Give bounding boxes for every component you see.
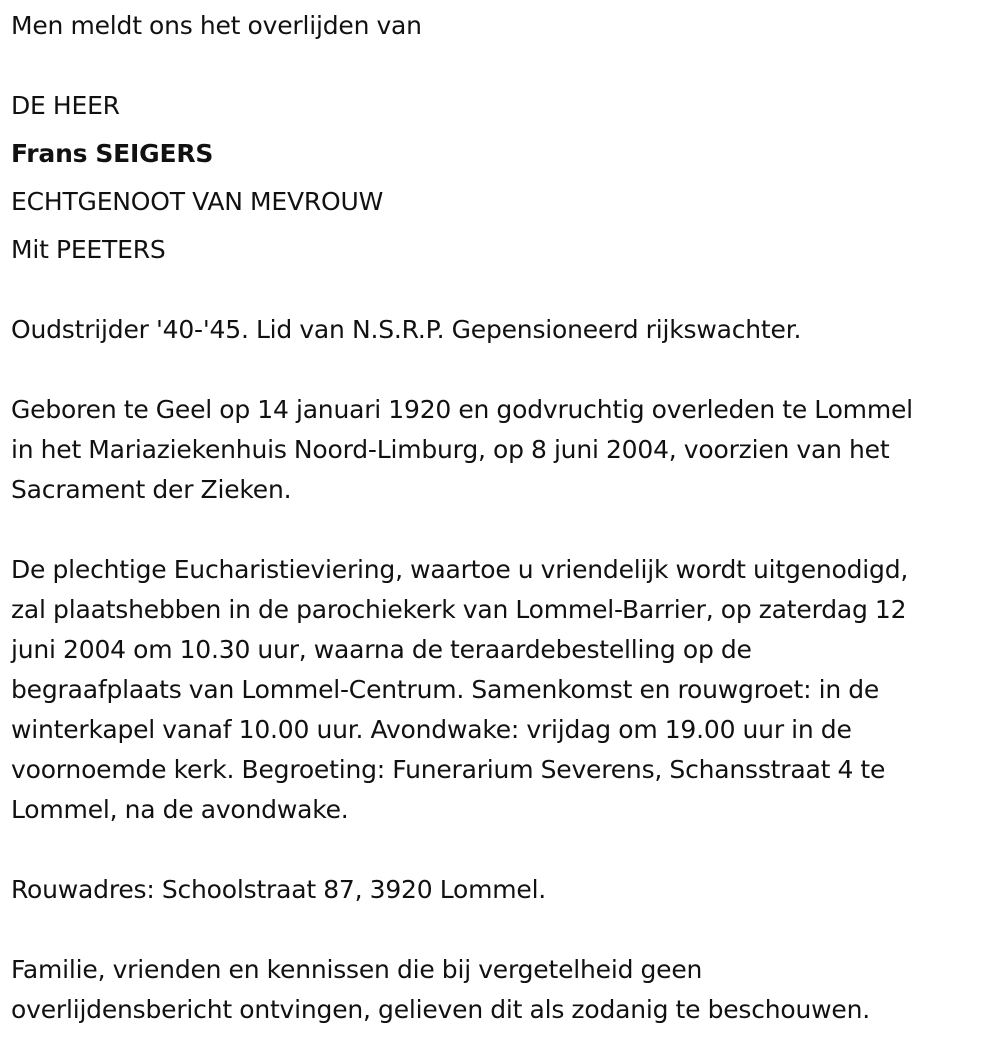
deceased-name: Frans SEIGERS	[11, 139, 214, 168]
spouse-label: ECHTGENOOT VAN MEVROUW	[11, 187, 384, 216]
paragraph-line: voornoemde kerk. Begroeting: Funerarium Severens, Schansstraat 4 te	[11, 755, 886, 784]
paragraph-line: Familie, vrienden en kennissen die bij vergetelheid geen	[11, 955, 703, 984]
paragraph-line: overlijdensbericht ontvingen, gelieven dit als zodanig te beschouwen.	[11, 995, 870, 1024]
paragraph-line: begraafplaats van Lommel-Centrum. Samenkomst en rouwgroet: in de	[11, 675, 880, 704]
paragraph-line: Lommel, na de avondwake.	[11, 795, 349, 824]
spouse-name: Mit PEETERS	[11, 235, 166, 264]
paragraph-funeral-details	[11, 550, 908, 830]
paragraph-line: Oudstrijder '40-'45. Lid van N.S.R.P. Gepensioneerd rijkswachter.	[11, 315, 802, 344]
paragraph-line: juni 2004 om 10.30 uur, waarna de teraardebestelling op de	[11, 635, 752, 664]
paragraph-birth-death	[11, 390, 913, 510]
honorific-title: DE HEER	[11, 91, 120, 120]
paragraph-line: winterkapel vanaf 10.00 uur. Avondwake: vrijdag om 19.00 uur in de	[11, 715, 852, 744]
paragraph-line: zal plaatshebben in de parochiekerk van Lommel-Barrier, op zaterdag 12	[11, 595, 907, 624]
paragraph-line: in het Mariaziekenhuis Noord-Limburg, op 8 juni 2004, voorzien van het	[11, 435, 890, 464]
paragraph-mourning-address	[11, 870, 546, 910]
paragraph-closing	[11, 950, 870, 1030]
paragraph-line: De plechtige Eucharistieviering, waartoe u vriendelijk wordt uitgenodigd,	[11, 555, 909, 584]
intro-line: Men meldt ons het overlijden van	[11, 11, 422, 40]
paragraph-line: Rouwadres: Schoolstraat 87, 3920 Lommel.	[11, 875, 547, 904]
paragraph-line: Sacrament der Zieken.	[11, 475, 292, 504]
paragraph-veteran	[11, 310, 801, 350]
paragraph-line: Geboren te Geel op 14 januari 1920 en godvruchtig overleden te Lommel	[11, 395, 913, 424]
